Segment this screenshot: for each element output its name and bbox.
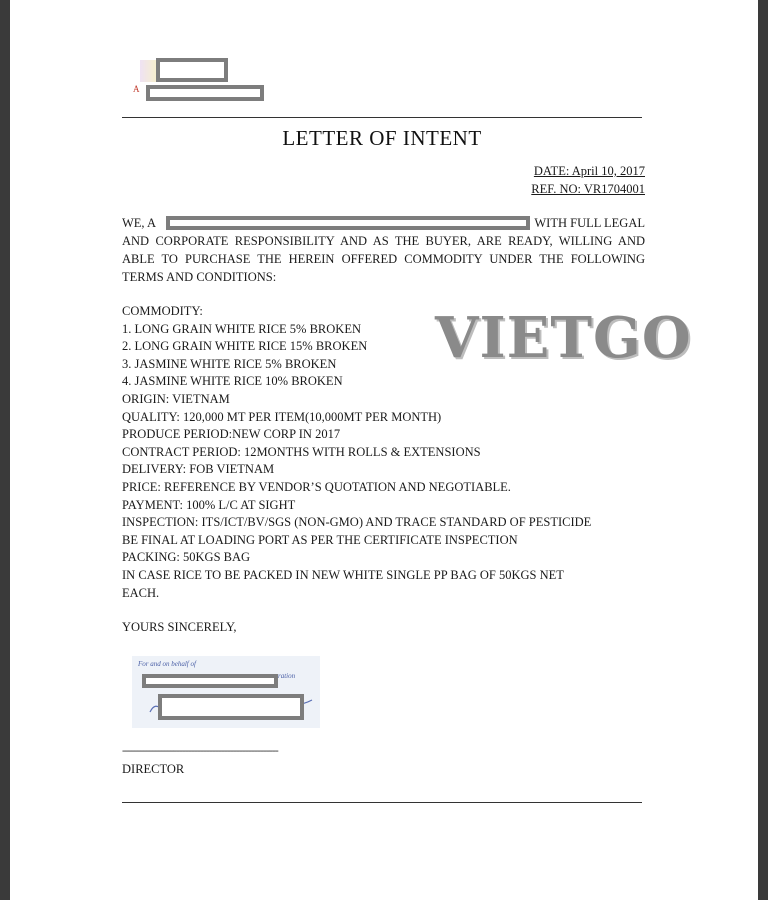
redaction-box-signature — [158, 694, 304, 720]
logo-letter: A — [133, 84, 140, 94]
stamp-right-text: ration — [278, 672, 296, 680]
redaction-box-logo-subtitle — [146, 85, 264, 101]
term-line: PRODUCE PERIOD:NEW CORP IN 2017 — [122, 427, 341, 442]
term-line: DELIVERY: FOB VIETNAM — [122, 462, 275, 477]
intro-first-line — [122, 214, 645, 232]
term-line: QUALITY: 120,000 MT PER ITEM(10,000MT PER MONTH) — [122, 409, 442, 424]
term-line: EACH. — [122, 585, 160, 600]
company-logo — [128, 50, 278, 105]
signature-line: ---------------------------------------------------- — [122, 743, 278, 757]
term-line: PRICE: REFERENCE BY VENDOR’S QUOTATION AND NEGOTIABLE. — [122, 479, 511, 494]
term-line: PAYMENT: 100% L/C AT SIGHT — [122, 497, 296, 512]
signatory-title: DIRECTOR — [122, 762, 185, 776]
term-line: COMMODITY: — [122, 304, 203, 318]
term-line: IN CASE RICE TO BE PACKED IN NEW WHITE SINGLE PP BAG OF 50KGS NET — [122, 567, 564, 582]
header-divider — [122, 117, 642, 118]
redaction-box-stamp-name — [142, 674, 278, 688]
term-line: ORIGIN: VIETNAM — [122, 391, 230, 406]
reference-number: REF. NO: VR1704001 — [531, 182, 645, 196]
term-line: 4. JASMINE WHITE RICE 10% BROKEN — [122, 374, 343, 389]
terms-list — [122, 303, 662, 602]
letter-date: DATE: April 10, 2017 — [533, 164, 645, 178]
document-title: LETTER OF INTENT — [282, 126, 482, 150]
term-line: PACKING: 50KGS BAG — [122, 550, 251, 565]
term-line: INSPECTION: ITS/ICT/BV/SGS (NON-GMO) AND TRACE STANDARD OF PESTICIDE — [122, 515, 592, 530]
term-line: 3. JASMINE WHITE RICE 5% BROKEN — [122, 356, 337, 371]
term-line: BE FINAL AT LOADING PORT AS PER THE CERTIFICATE INSPECTION — [122, 532, 518, 547]
redaction-box-company — [166, 216, 530, 230]
intro-we-prefix: WE, A — [122, 216, 157, 230]
intro-line1-suffix: WITH FULL LEGAL — [534, 216, 645, 230]
document-page — [10, 0, 758, 900]
stamp-behalf-text: For and on behalf of — [138, 660, 196, 668]
company-stamp — [132, 656, 320, 728]
closing-salutation: YOURS SINCERELY, — [122, 620, 237, 634]
intro-paragraph — [122, 214, 645, 286]
redaction-box-logo-name — [156, 58, 228, 82]
intro-body: AND CORPORATE RESPONSIBILITY AND AS THE BUYER, ARE READY, WILLING AND ABLE TO PURCHASE THE HEREIN OFFERED COMMODITY UNDER THE FOLLOWING TERMS AND CONDITIONS: — [122, 234, 645, 284]
term-line: 1. LONG GRAIN WHITE RICE 5% BROKEN — [122, 321, 361, 336]
term-line: 2. LONG GRAIN WHITE RICE 15% BROKEN — [122, 339, 368, 354]
term-line: CONTRACT PERIOD: 12MONTHS WITH ROLLS & EXTENSIONS — [122, 444, 481, 459]
footer-divider — [122, 802, 642, 803]
vietgo-watermark: VIETGO — [435, 305, 692, 371]
